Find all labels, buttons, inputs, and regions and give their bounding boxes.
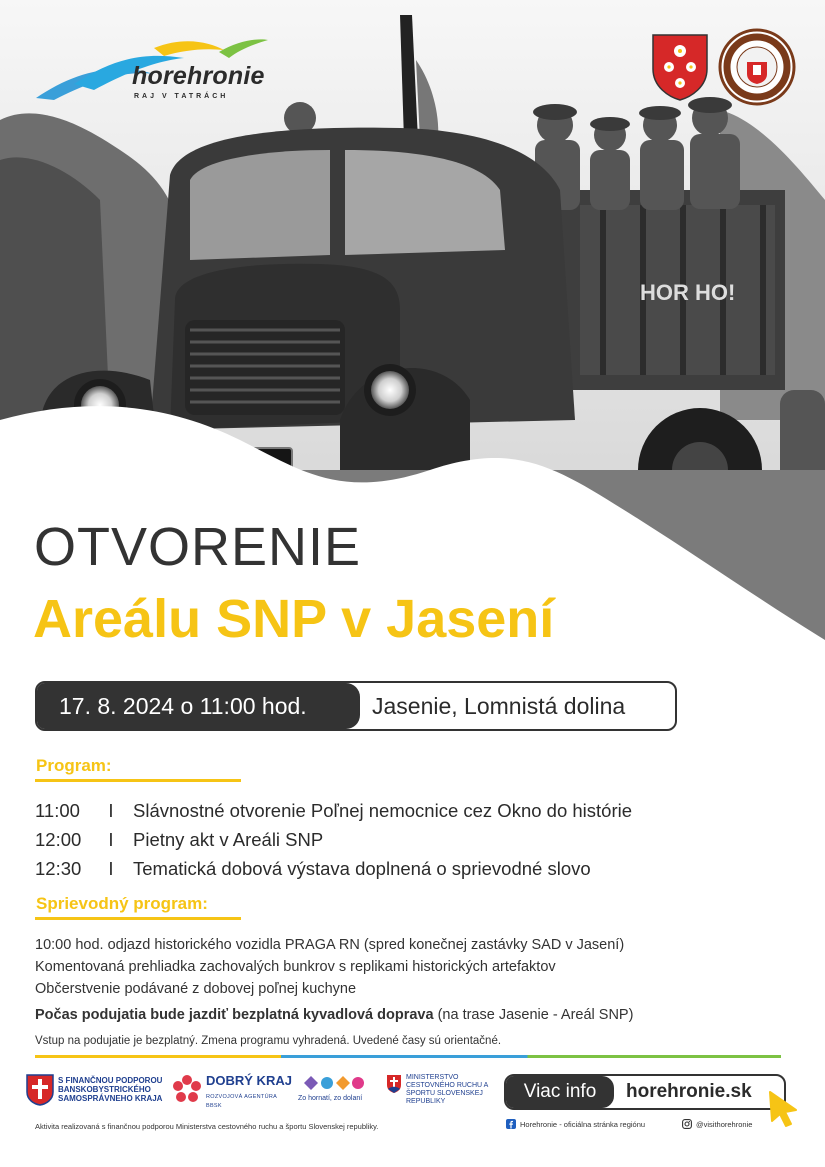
- program-separator: I: [108, 828, 114, 850]
- shuttle-route: (na trase Jasenie - Areál SNP): [433, 1007, 634, 1023]
- dobry-kraj-sub: ROZVOJOVÁ AGENTÚRA BBSK: [206, 1094, 277, 1109]
- history-club-seal-icon: [718, 28, 796, 106]
- side-program-heading: Sprievodný program:: [36, 894, 208, 913]
- date-place-bar: [35, 681, 677, 731]
- zo-hornati-text: Zo hornatí, zo dolaní: [298, 1095, 363, 1102]
- program-time: 12:30: [35, 857, 82, 879]
- side-program-line: Občerstvenie podávané z dobovej poľnej kuchyne: [35, 981, 357, 997]
- bbsk-text: S FINANČNOU PODPOROU BANSKOBYSTRICKÉHO SAMOSPRÁVNEHO KRAJA: [58, 1076, 163, 1103]
- funding-note: Aktivita realizovaná s finančnou podporou Ministerstva cestovného ruchu a športu Slovenskej republiky.: [35, 1122, 379, 1131]
- color-divider: [35, 1055, 781, 1058]
- program-text: Slávnostné otvorenie Poľnej nemocnice cez Okno do histórie: [133, 799, 633, 821]
- truck-side-text: HOR HO!: [640, 280, 736, 305]
- website-link[interactable]: horehronie.sk: [626, 1081, 752, 1102]
- facebook-icon: [506, 1119, 516, 1129]
- facebook-link[interactable]: [506, 1119, 645, 1129]
- dobry-kraj-logo[interactable]: [172, 1072, 292, 1112]
- program-list: [35, 796, 735, 883]
- program-separator: I: [108, 857, 114, 879]
- instagram-icon: [682, 1119, 692, 1129]
- dobry-kraj-name: DOBRÝ KRAJ: [206, 1073, 292, 1088]
- event-date: 17. 8. 2024 o 11:00 hod.: [37, 683, 360, 729]
- brand-tagline: RAJ V TATRÁCH: [134, 93, 229, 100]
- instagram-text: @visithorehronie: [696, 1119, 753, 1129]
- zo-hornati-shapes-icon: [302, 1074, 366, 1092]
- event-place: Jasenie, Lomnistá dolina: [372, 692, 626, 719]
- instagram-link[interactable]: [682, 1119, 752, 1129]
- cursor-arrow-icon: [766, 1088, 802, 1128]
- program-text: Tematická dobová výstava doplnená o sprievodné slovo: [133, 857, 591, 879]
- shuttle-info: [35, 1007, 633, 1023]
- side-program-list: [35, 934, 775, 1000]
- ministry-text: MINISTERSTVO CESTOVNÉHO RUCHU A ŠPORTU SLOVENSKEJ REPUBLIKY: [406, 1074, 488, 1105]
- program-separator: I: [108, 799, 114, 821]
- horehronie-logo[interactable]: [34, 34, 294, 104]
- event-title: OTVORENIE: [34, 517, 362, 577]
- slovak-crest-icon: [386, 1074, 402, 1094]
- dobry-kraj-flower-icon: [172, 1074, 202, 1104]
- program-item: [35, 825, 735, 854]
- program-heading: Program:: [36, 756, 112, 775]
- entry-note: Vstup na podujatie je bezplatný. Zmena programu vyhradená. Uvedené časy sú orientačné.: [35, 1035, 502, 1047]
- event-subtitle: Areálu SNP v Jasení: [33, 589, 555, 649]
- program-text: Pietny akt v Areáli SNP: [133, 828, 324, 850]
- more-info-label: Viac info: [506, 1076, 614, 1108]
- program-underline: [35, 779, 241, 782]
- bbsk-crest-icon: [26, 1074, 54, 1106]
- more-info-button[interactable]: [504, 1074, 786, 1110]
- bbsk-logo[interactable]: [26, 1072, 166, 1112]
- municipal-crest-icon: [651, 33, 709, 101]
- ministry-logo[interactable]: [386, 1072, 506, 1112]
- brand-name: horehronie: [132, 62, 265, 90]
- program-item: [35, 796, 735, 825]
- program-item: [35, 854, 735, 883]
- shuttle-bold: Počas podujatia bude jazdiť bezplatná kyvadlová doprava: [35, 1007, 434, 1023]
- side-program-line: 10:00 hod. odjazd historického vozidla PRAGA RN (spred konečnej zastávky SAD v Jasení): [35, 937, 625, 953]
- zo-hornati-logo[interactable]: [298, 1072, 378, 1112]
- side-program-line: Komentovaná prehliadka zachovalých bunkrov s replikami historických artefaktov: [35, 959, 556, 975]
- side-program-underline: [35, 917, 241, 920]
- program-time: 12:00: [35, 828, 82, 850]
- facebook-text: Horehronie - oficiálna stránka regiónu: [520, 1119, 646, 1129]
- program-time: 11:00: [35, 799, 80, 821]
